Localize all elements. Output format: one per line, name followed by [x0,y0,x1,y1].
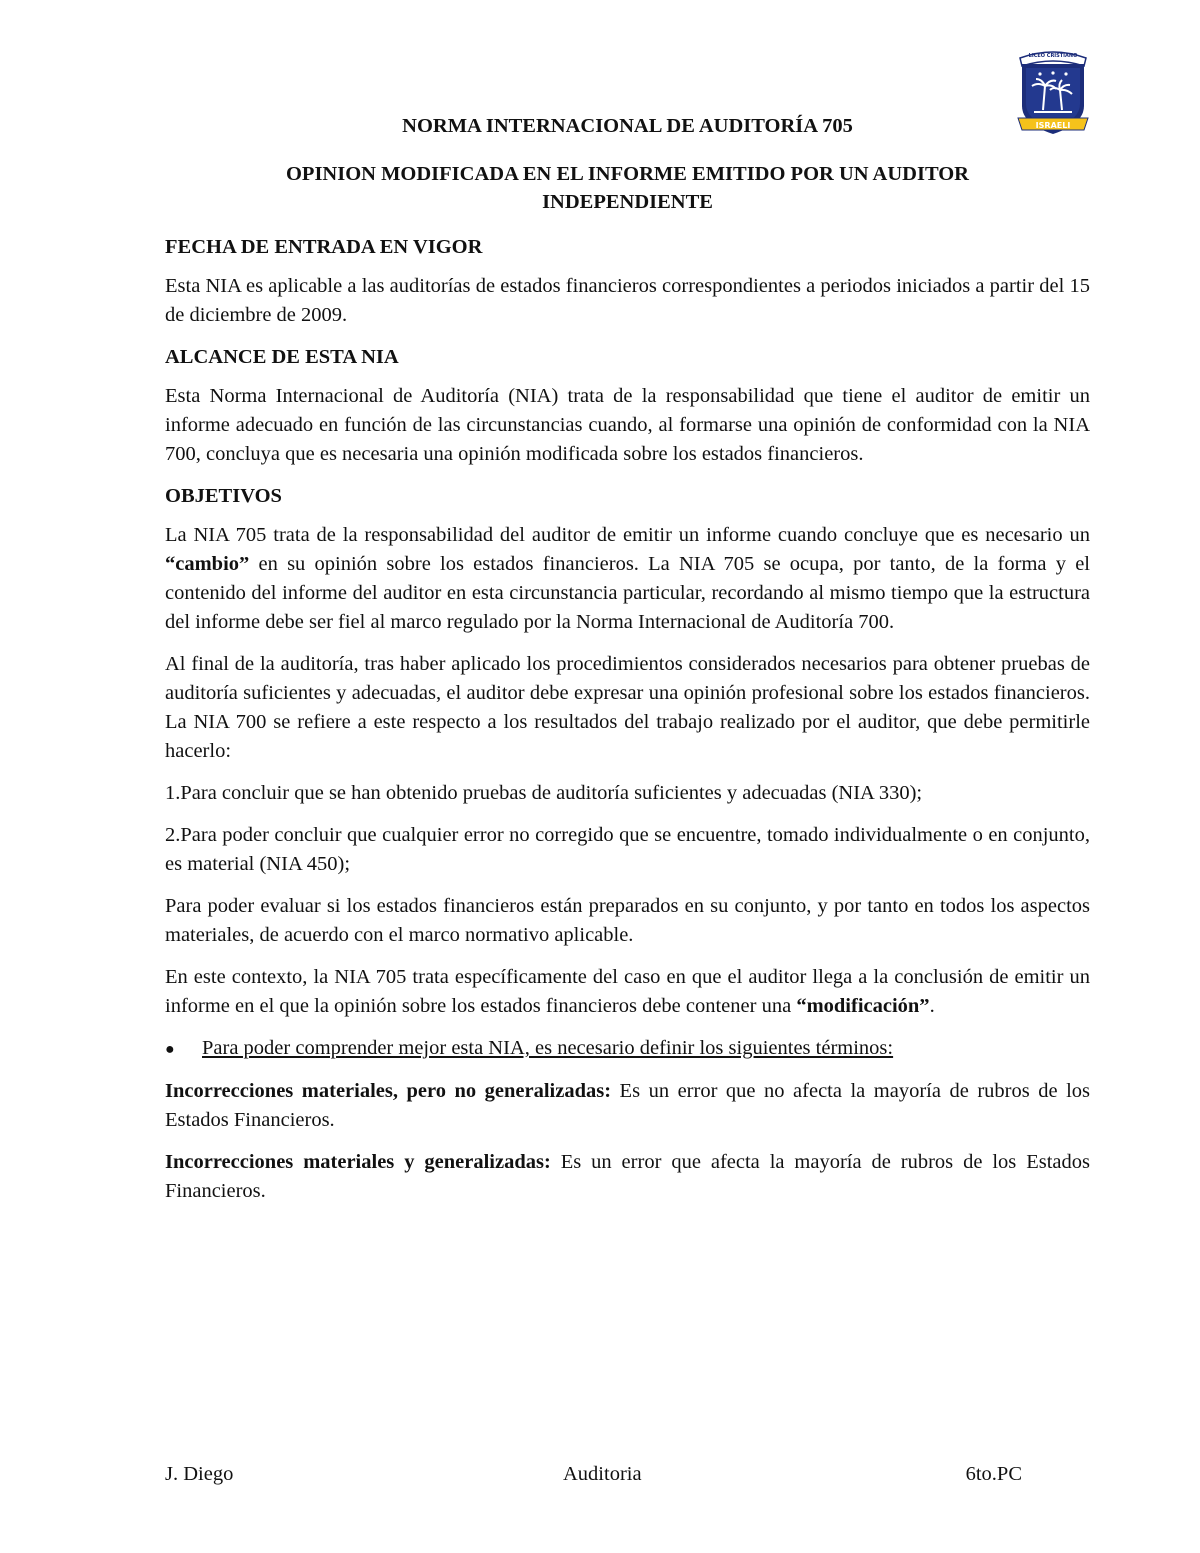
footer-author: J. Diego [165,1463,234,1485]
paragraph-objetivos-2: Al final de la auditoría, tras haber aplicado los procedimientos considerados necesarios para obtener pruebas de auditoría suficientes y adecuadas, el auditor debe expresar una opinión profesional sobre los estados financieros. La NIA 700 se refiere a este respecto a los resultados del trabajo realizado por el auditor, que debe permitirle hacerlo: [165,653,1090,762]
heading-objetivos: OBJETIVOS [165,485,282,507]
bold-modificacion: “modificación” [796,995,930,1017]
heading-alcance: ALCANCE DE ESTA NIA [165,346,399,368]
svg-text:LICEO CRISTIANO: LICEO CRISTIANO [1028,53,1078,59]
paragraph-objetivos-4-b: . [929,995,935,1017]
paragraph-objetivos-3: Para poder evaluar si los estados financieros están preparados en su conjunto, y por tanto en todos los aspectos materiales, de acuerdo con el marco normativo aplicable. [165,895,1090,946]
definition-1-term: Incorrecciones materiales, pero no generalizadas: [165,1080,612,1102]
definition-1 [165,1077,1090,1135]
document-title: NORMA INTERNACIONAL DE AUDITORÍA 705 [402,115,853,137]
definition-2-text: Es un error que afecta la mayoría de rubros de los Estados Financieros. [165,1151,1090,1202]
paragraph-vigor: Esta NIA es aplicable a las auditorías de estados financieros correspondientes a periodos iniciados a partir del 15 de diciembre de 2009. [165,275,1090,326]
paragraph-objetivos-1-a: La NIA 705 trata de la responsabilidad del auditor de emitir un informe cuando concluye que es necesario un [165,524,1090,546]
bold-cambio: “cambio” [165,553,250,575]
paragraph-objetivos-1 [165,521,1090,637]
bullet-text: Para poder comprender mejor esta NIA, es necesario definir los siguientes términos: [202,1037,894,1059]
footer-class: 6to.PC [965,1463,1022,1485]
definition-2 [165,1148,1090,1206]
heading-fecha-vigor: FECHA DE ENTRADA EN VIGOR [165,236,483,258]
definition-1-text: Es un error que no afecta la mayoría de rubros de los Estados Financieros. [165,1080,1090,1131]
paragraph-alcance: Esta Norma Internacional de Auditoría (NIA) trata de la responsabilidad que tiene el auditor de emitir un informe adecuado en función de las circunstancias cuando, al formarse una opinión de conformidad con la NIA 700, concluya que es necesaria una opinión modificada sobre los estados financieros. [165,385,1090,465]
subtitle-line-2: INDEPENDIENTE [542,191,713,213]
list-item-2: 2.Para poder concluir que cualquier error no corregido que se encuentre, tomado individualmente o en conjunto, es material (NIA 450); [165,824,1090,875]
list-item-1: 1.Para concluir que se han obtenido pruebas de auditoría suficientes y adecuadas (NIA 330); [165,782,923,804]
svg-text:ISRAELI: ISRAELI [1035,121,1071,130]
bullet-item [165,1034,1090,1064]
definition-2-term: Incorrecciones materiales y generalizadas: [165,1151,551,1173]
footer-subject: Auditoria [563,1463,642,1485]
subtitle-line-1: OPINION MODIFICADA EN EL INFORME EMITIDO POR UN AUDITOR [285,163,969,185]
paragraph-objetivos-4-a: En este contexto, la NIA 705 trata específicamente del caso en que el auditor llega a la conclusión de emitir un informe en el que la opinión sobre los estados financieros debe contener una [165,966,1090,1017]
document-subtitle [165,160,1090,216]
paragraph-objetivos-1-b: en su opinión sobre los estados financieros. La NIA 705 se ocupa, por tanto, de la forma y el contenido del informe del auditor en esta circunstancia particular, recordando al mismo tiempo que la estructura del informe debe ser fiel al marco regulado por la Norma Internacional de Auditoría 700. [165,553,1090,633]
bullet-icon: ● [165,1041,175,1058]
paragraph-objetivos-4 [165,963,1090,1021]
document-body [165,112,1090,1219]
